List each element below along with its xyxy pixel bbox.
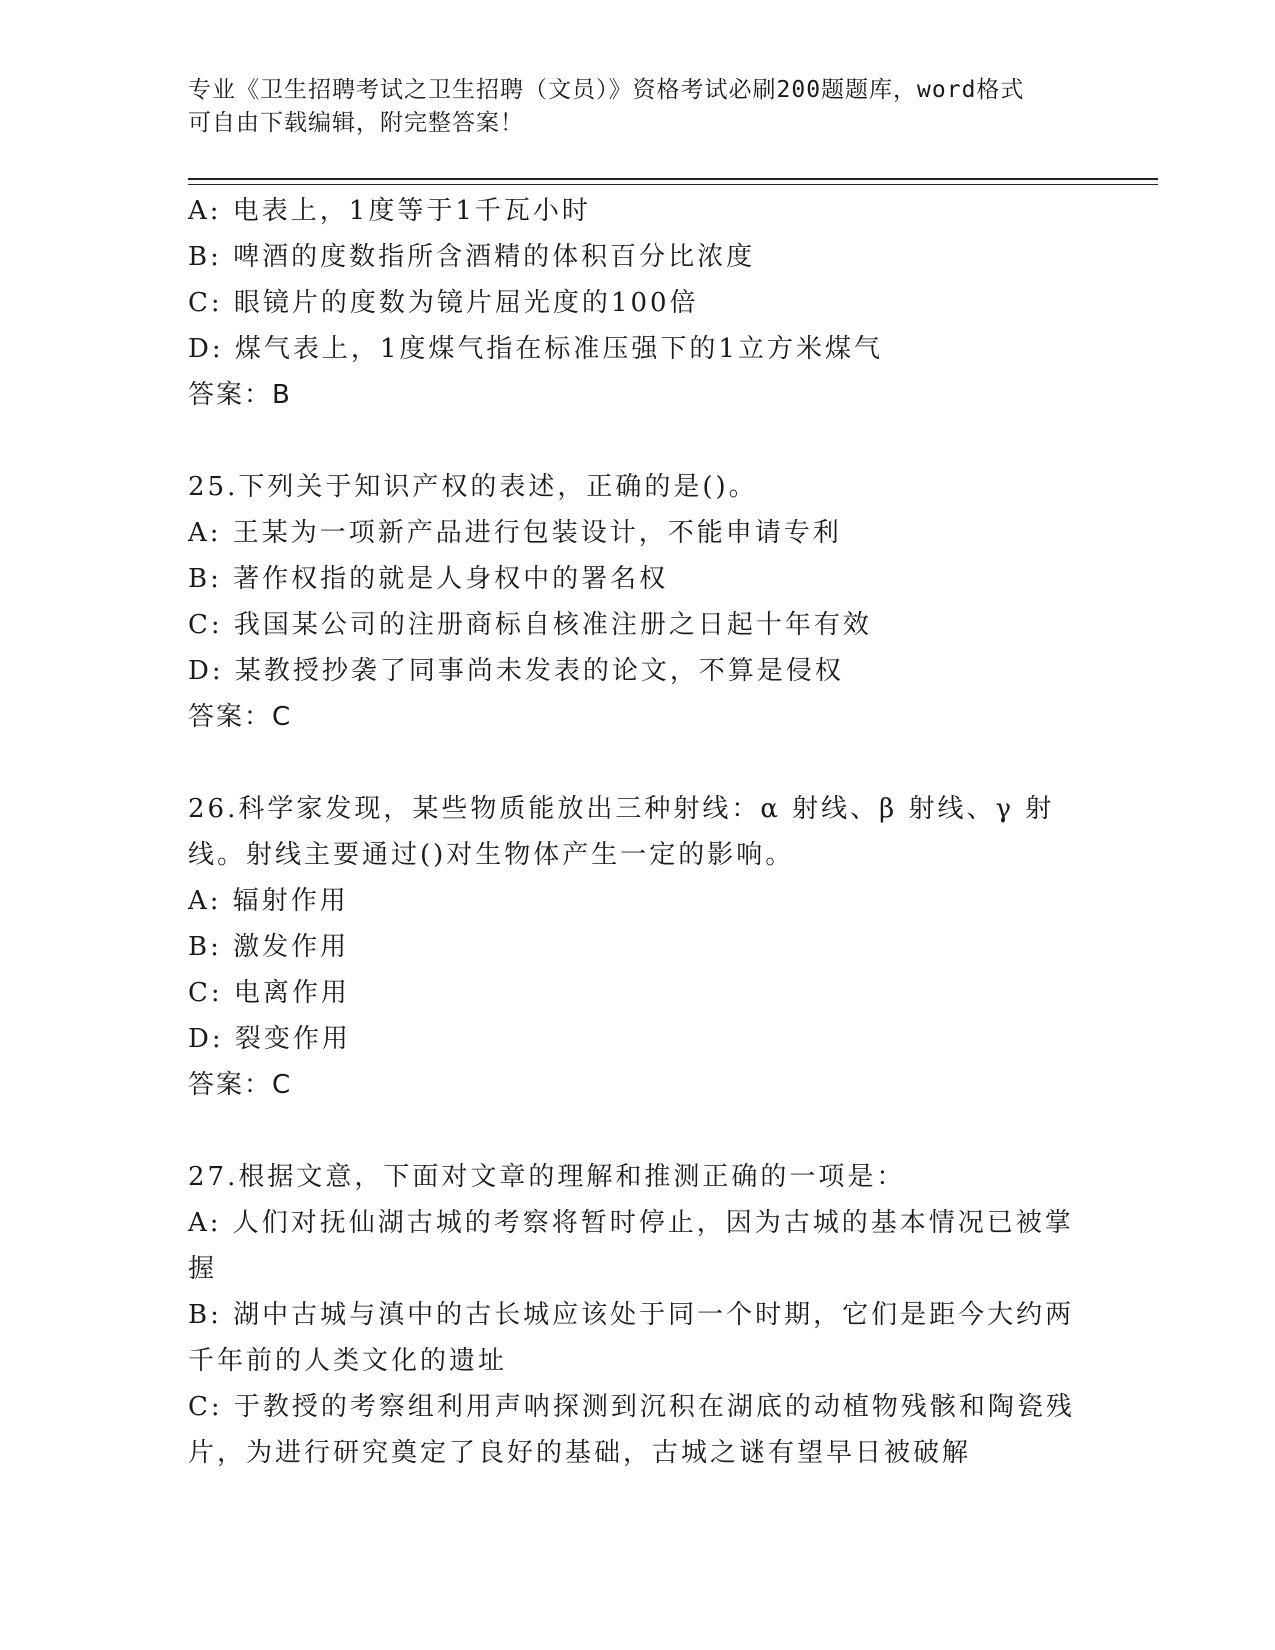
question-stem: 25.下列关于知识产权的表述，正确的是()。 <box>188 472 758 502</box>
option-c: C: 眼镜片的度数为镜片屈光度的100倍 <box>188 288 699 318</box>
question-25 <box>188 464 1078 740</box>
question-stem-line-1: 26.科学家发现，某些物质能放出三种射线：α 射线、β 射线、γ 射 <box>188 794 1055 824</box>
question-26 <box>188 786 1078 1108</box>
question-24-options <box>188 188 1078 418</box>
answer-line: 答案：C <box>188 1070 293 1100</box>
option-d: D: 裂变作用 <box>188 1024 351 1054</box>
option-b: B: 著作权指的就是人身权中的署名权 <box>188 564 669 594</box>
option-a-line-2: 握 <box>188 1254 218 1284</box>
option-d: D: 某教授抄袭了同事尚未发表的论文，不算是侵权 <box>188 656 844 686</box>
question-27 <box>188 1154 1078 1476</box>
option-a: A: 辐射作用 <box>188 886 349 916</box>
option-a: A: 王某为一项新产品进行包装设计，不能申请专利 <box>188 518 842 548</box>
answer-line: 答案：C <box>188 702 293 732</box>
header-title-line-1: 专业《卫生招聘考试之卫生招聘（文员）》资格考试必刷200题题库，word格式 <box>188 77 1025 103</box>
question-stem: 27.根据文意，下面对文章的理解和推测正确的一项是： <box>188 1162 906 1192</box>
header-divider-thin <box>188 184 1158 185</box>
option-b-line-1: B: 湖中古城与滇中的古长城应该处于同一个时期，它们是距今大约两 <box>188 1300 1075 1330</box>
option-b-line-2: 千年前的人类文化的遗址 <box>188 1346 508 1376</box>
option-c: C: 电离作用 <box>188 978 350 1008</box>
header-title-line-2: 可自由下载编辑，附完整答案！ <box>188 110 524 136</box>
option-c-line-1: C: 于教授的考察组利用声呐探测到沉积在湖底的动植物残骸和陶瓷残 <box>188 1392 1075 1422</box>
document-header <box>188 74 1068 140</box>
question-stem-line-2: 线。射线主要通过()对生物体产生一定的影响。 <box>188 840 795 870</box>
header-divider-thick <box>188 178 1158 180</box>
option-a: A: 电表上，1度等于1千瓦小时 <box>188 196 591 226</box>
answer-line: 答案：B <box>188 380 292 410</box>
option-b: B: 啤酒的度数指所含酒精的体积百分比浓度 <box>188 242 756 272</box>
question-list <box>188 188 1078 1476</box>
option-c-line-2: 片，为进行研究奠定了良好的基础，古城之谜有望早日被破解 <box>188 1438 972 1468</box>
option-a-line-1: A: 人们对抚仙湖古城的考察将暂时停止，因为古城的基本情况已被掌 <box>188 1208 1074 1238</box>
option-c: C: 我国某公司的注册商标自核准注册之日起十年有效 <box>188 610 872 640</box>
option-b: B: 激发作用 <box>188 932 350 962</box>
option-d: D: 煤气表上，1度煤气指在标准压强下的1立方米煤气 <box>188 334 883 364</box>
